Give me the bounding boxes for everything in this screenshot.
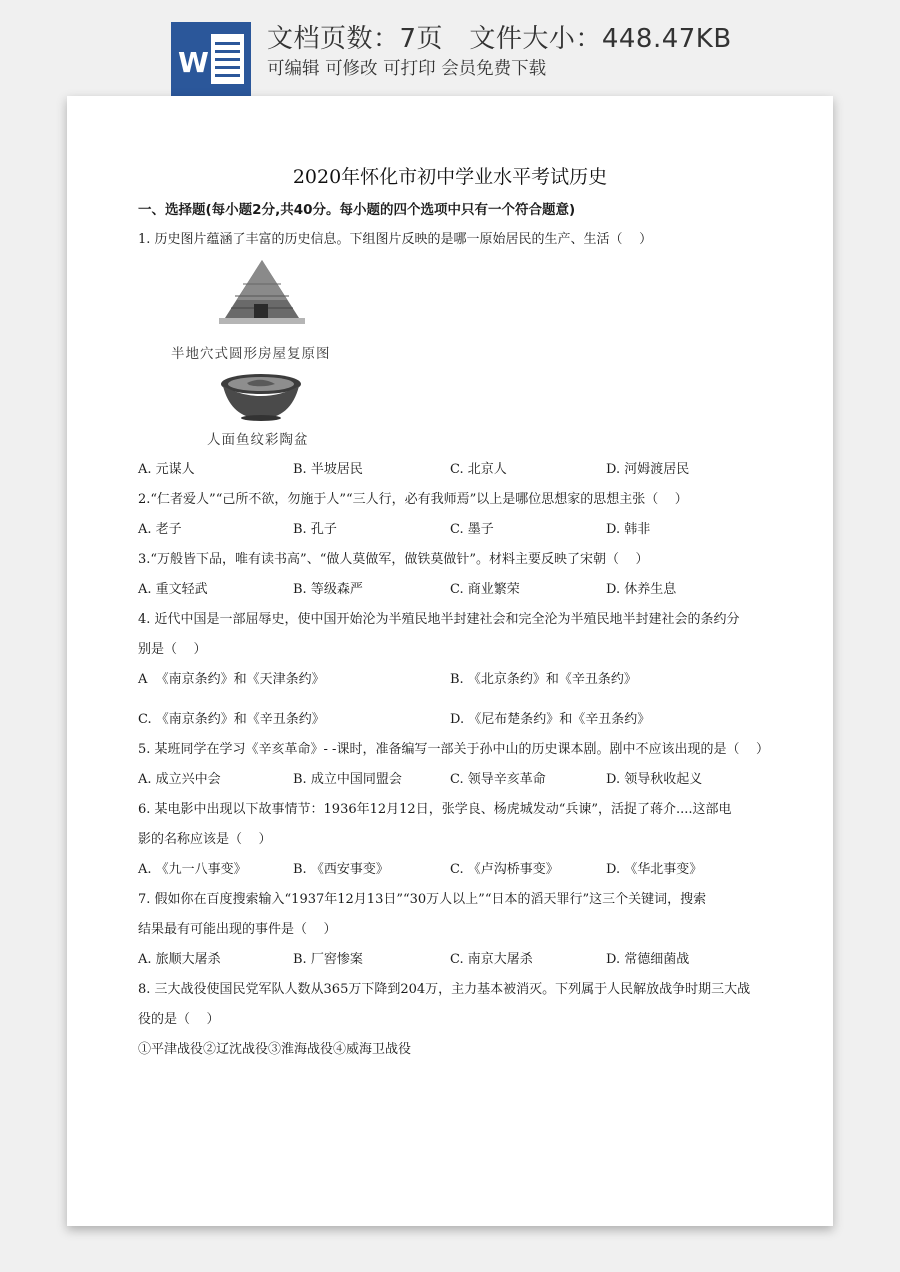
q7-option-d: D. 常德细菌战 xyxy=(606,952,690,967)
q7-option-c: C. 南京大屠杀 xyxy=(450,952,533,967)
document-title: 2020年怀化市初中学业水平考试历史 xyxy=(292,166,608,188)
q6-option-b: B. 《西安事变》 xyxy=(293,862,389,877)
question-6-stem-line1: 6. 某电影中出现以下故事情节：1936年12月12日，张学良、杨虎城发动“兵谏”，活捉了蒋介....这部电 xyxy=(138,802,732,817)
section-heading: 一、选择题(每小题2分,共40分。每小题的四个选项中只有一个符合题意) xyxy=(138,202,576,218)
q6-option-c: C. 《卢沟桥事变》 xyxy=(450,862,559,877)
question-4-stem-line1: 4. 近代中国是一部屈辱史，使中国开始沦为半殖民地半封建社会和完全沦为半殖民地半封建社会的条约分 xyxy=(138,612,740,627)
q1-option-a: A. 元谋人 xyxy=(138,462,195,477)
q5-option-c: C. 领导辛亥革命 xyxy=(450,772,546,787)
file-features-subtitle: 可编辑 可修改 可打印 会员免费下载 xyxy=(267,59,547,79)
question-8-stem-line1: 8. 三大战役使国民党军队人数从365万下降到204万，主力基本被消灭。下列属于人民解放战争时期三大战 xyxy=(138,982,751,997)
q3-option-c: C. 商业繁荣 xyxy=(450,582,520,597)
question-5-stem: 5. 某班同学在学习《辛亥革命》- -课时，准备编写一部关于孙中山的历史课本剧。剧中不应该出现的是（ ） xyxy=(138,742,769,757)
basin-caption: 人面鱼纹彩陶盆 xyxy=(207,432,309,448)
q2-option-c: C. 墨子 xyxy=(450,522,494,537)
question-3-stem: 3.“万般皆下品，唯有读书高”、“做人莫做军，做铁莫做针”。材料主要反映了宋朝（ ） xyxy=(138,552,649,567)
word-icon xyxy=(171,22,251,96)
question-1-stem: 1. 历史图片蕴涵了丰富的历史信息。下组图片反映的是哪一原始居民的生产、生活（ ） xyxy=(138,232,653,247)
round-hut-image xyxy=(217,256,307,332)
q3-option-a: A. 重文轻武 xyxy=(138,582,208,597)
question-6-stem-line2: 影的名称应该是（ ） xyxy=(138,832,272,847)
hut-caption: 半地穴式圆形房屋复原图 xyxy=(171,346,331,362)
q1-option-d: D. 河姆渡居民 xyxy=(606,462,690,477)
pottery-basin-image xyxy=(219,372,303,422)
question-7-stem-line1: 7. 假如你在百度搜索输入“1937年12月13日”“30万人以上”“日本的滔天罪行”这三个关键词，搜索 xyxy=(138,892,707,907)
document-page xyxy=(67,96,833,1226)
q2-option-b: B. 孔子 xyxy=(293,522,337,537)
q6-option-a: A. 《九一八事变》 xyxy=(138,862,247,877)
q2-option-d: D. 韩非 xyxy=(606,522,651,537)
q1-option-c: C. 北京人 xyxy=(450,462,507,477)
q7-option-b: B. 厂窖惨案 xyxy=(293,952,363,967)
q5-option-a: A. 成立兴中会 xyxy=(138,772,221,787)
q4-option-c: C. 《南京条约》和《辛丑条约》 xyxy=(138,712,325,727)
q7-option-a: A. 旅顺大屠杀 xyxy=(138,952,221,967)
q2-option-a: A. 老子 xyxy=(138,522,182,537)
download-header xyxy=(0,0,900,100)
q3-option-d: D. 休养生息 xyxy=(606,582,677,597)
q5-option-d: D. 领导秋收起义 xyxy=(606,772,703,787)
question-8-items: ①平津战役②辽沈战役③淮海战役④威海卫战役 xyxy=(138,1042,412,1057)
q3-option-b: B. 等级森严 xyxy=(293,582,363,597)
q4-option-b: B. 《北京条约》和《辛丑条约》 xyxy=(450,672,637,687)
svg-text:W: W xyxy=(178,46,209,79)
q4-option-d: D. 《尼布楚条约》和《辛丑条约》 xyxy=(450,712,651,727)
q6-option-d: D. 《华北事变》 xyxy=(606,862,703,877)
question-2-stem: 2.“仁者爱人”“己所不欲，勿施于人”“三人行，必有我师焉”以上是哪位思想家的思想主张（ ） xyxy=(138,492,688,507)
q4-option-a: A 《南京条约》和《天津条约》 xyxy=(138,672,325,687)
question-4-stem-line2: 别是（ ） xyxy=(138,642,207,657)
q5-option-b: B. 成立中国同盟会 xyxy=(293,772,402,787)
question-7-stem-line2: 结果最有可能出现的事件是（ ） xyxy=(138,922,337,937)
file-info-title: 文档页数：7页 文件大小：448.47KB xyxy=(267,24,732,54)
q1-option-b: B. 半坡居民 xyxy=(293,462,363,477)
question-8-stem-line2: 役的是（ ） xyxy=(138,1012,220,1027)
